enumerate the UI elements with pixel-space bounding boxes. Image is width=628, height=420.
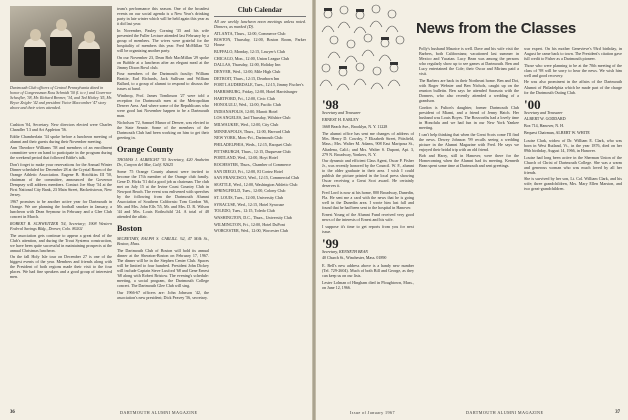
- secretary-address: 1668 Beach Ave., Brooklyn, N. Y. 11228: [322, 123, 388, 129]
- paragraph: Our dynamic and efficient Class Agent, Oscar P. Fisher Jr., was recently honored by the Council. W. F., alumni to the older graduate in their area. I wish I could publish the picture printed in the local press showing Oscar receiving a Great Scot award. He certainly deserves it.: [322, 158, 414, 189]
- section-heading-orange-county: Orange County: [117, 144, 174, 155]
- paragraph: Don't forget to make your reservations for the Annual Winter Dinner scheduled for December 28 at the Crystal Room of the Orange Athletic Association. Eugene B. Hotchkiss III '50, chairman of the committee, announced the Governor Dempsey will address members. Contact Joe Shay '54 at the First National City Bank, 23 Main Street, Hackettstown, New Jersey.: [10, 162, 112, 198]
- calendar-entry: SEATTLE, Wed., 12:00, Washington Athletic Club: [214, 181, 298, 187]
- club-calendar-title: Club Calendar: [214, 6, 306, 17]
- paragraph: Eddie Chamberlain '34 spoke before a luncheon meeting of alumni and their guests during their November meeting.: [10, 133, 112, 144]
- calendar-entry: SPRINGFIELD, Tues., 12:00, Colony Club: [214, 188, 286, 194]
- paragraph: In November, Pauley Corning '35 and his wife presented the Fuller Lecture attended last February by a group of members. The wives were grateful for the hospitality of members this year. Fred McMillan '52 will be organizing another party.: [117, 27, 209, 53]
- paragraph: Lester Lolman of Hingham died in Ploughtown, Mass., on June 12, 1966.: [322, 279, 414, 291]
- right-column-3: [524, 46, 622, 408]
- class-year-99: '99: [322, 235, 339, 251]
- paragraph: Ernest Young of the Alumni Fund received very good news of the interests of Ernest and his wife.: [322, 211, 414, 222]
- calendar-entry: WORCESTER, Wed., 12:00, Worcester Club: [214, 228, 289, 234]
- secretary-name: ERNEST H. EARLEY: [322, 116, 359, 122]
- calendar-entry: LOS ANGELES, 2nd Thursday, Wilshire Club: [214, 115, 291, 121]
- calendar-entry: BUFFALO, Monday, 12:15, Lawyer's Club: [214, 49, 286, 55]
- left-column-1: [10, 122, 112, 408]
- paragraph: Our 1966-67 officers are: John Johnson '42, the association's new president; Dick Peavey '56, secretary.: [117, 289, 209, 300]
- secretary-address: 40 Church St., Winchester, Mass. 01890: [322, 255, 387, 261]
- paragraph: The Barbers are back in their Northeast home. Ben and Dot, with Roger Webster and Ben Nichols, caught up on the reunion bulletin. Ben says he attended Sarasota with the Donners, who also recently attended a wedding of a grandson.: [419, 77, 519, 104]
- calendar-entry: NEW YORK, Mon.-Fri., Dartmouth Club: [214, 135, 283, 141]
- magazine-footer: DARTMOUTH ALUMNI MAGAZINE: [120, 410, 198, 415]
- paragraph: She is survived by her son, Lt. Col. William Clark, and his wife; three grandchildren, Mrs. Mary Ellen Marston, and two great-grandchildren.: [524, 176, 622, 192]
- calendar-entry: SYRACUSE, Wed., 12:15, Hotel Syracuse: [214, 201, 285, 207]
- paragraph: Bob and Harry, still in Hanover, were there for the Homecoming when the Alumni had its meeting. Kenneth Bean spent some time at Dartmouth and sent greetings.: [419, 153, 519, 169]
- bequest-chairman: Bequest Chairman, ALBERT W. WHITE: [524, 130, 590, 135]
- calendar-entry: BOSTON, Thursday, 12:00, Boston Room, Parker House: [214, 37, 306, 48]
- paragraph: Louise Clark, widow of Dr. William E. Clark, who was born in West Rutland, Vt., in the year 1876, died on her 89th birthday, August 14, 1966, in Hanover.: [524, 137, 622, 153]
- calendar-entry: SAN FRANCISCO, Wed., 12:15, Commercial Club: [214, 175, 300, 181]
- paragraph: Some 75 Orange County alumni were invited to become the 17th member of the Orange club family. Gene D. Hicks '51 did a good job as chairman. The club met on July 15 at the Irvine Coast Country Club in Newport Beach. The event was enlivened with speeches by the following from the Dartmouth Alumni Association of Southern California: Tom Gordon '66, Mr. and Mrs. John Ells '55, Mr. and Mrs. D. R. Wilson '44 and Mrs. Louis Rothschild '24. A total of 48 attended the affair.: [117, 168, 209, 220]
- secretary-name: ALBERT W. GODDARD: [524, 116, 566, 122]
- section-title: News from the Classes: [416, 20, 577, 37]
- secretary-signature: THOMAS J. ALBRIGHT '53 Secretary, 420 Anaheim Dr., Canyon del Mar, Calif. 92625: [117, 157, 209, 168]
- paragraph: The Dartmouth Club of Boston will hold its annual dinner at the Sheraton-Boston on February 17, 1967. The dinner will be in the Stephen Center Club. Spaces will be limited to four hundred. President John Dickey will include Captain Steve Luxford '68 and Gene Ernest '68 along with Robert Bristow. The evening's schedule: meeting, a social program, the Dartmouth College concert. The Dartmouth Glee Club will sing.: [117, 247, 209, 289]
- class-byline: Secretary and Treasurer: [322, 110, 361, 115]
- paragraph: I can't help thinking that when the Great Scots come I'll find the news. Dewey Johnson '99 recalls seeing a wedding picture in the Alumni Magazine with Fred. He says we enjoyed their bridal trip with an old friend.: [419, 131, 519, 152]
- paragraph: team's performance this season. One of the broadest events on our social agenda is a New Year's drinking party in late winter which will be held again this year as it did last year.: [117, 6, 209, 27]
- paragraph: Four members of the Dartmouth faculty: William Beattie, Earl Richards, Jack Sullivan and William Ballard, to a group of alumni to respond to discuss the issues at hand.: [117, 71, 209, 92]
- paragraph: The alumni office has sent me changes of address of Mrs. Henry D. Cowdry, 7 Elizabeth Street, Pittsfield, Mass.; Mrs. Walter M. Adams, 908 East Mariposa St., Altadena, Calif.; and Mrs. Walter S. Dupont, Apt. 3, 279 N. Broadway, Yonkers, N. Y.: [322, 131, 414, 157]
- calendar-entry: PHILADELPHIA, Weds., 12:15, Racquet Club: [214, 141, 292, 147]
- calendar-entry: ST. LOUIS, Tues., 12:00, University Club: [214, 195, 284, 201]
- paragraph: He was also prominent in the affairs of the Dartmouth Alumni of Philadelphia which he made part of the charge for the Dartmouth Outing Club.: [524, 79, 622, 95]
- paragraph: Ann Theodore Williams '58 and members of an enrollment committee were on hand to participate in the program during the weekend period that followed Eddie's talk.: [10, 145, 112, 161]
- paragraph: On the fall Holy Isle tour on December 27 is one of the biggest events of the year. Members and friends along with the President of both regions made their visit to the four places. We had fine speakers and a good group of interested men.: [10, 254, 112, 280]
- paragraph: Gordon is Fulton's daughter, former Dartmouth Club president of Miami, and a friend of Jenny Hatch. Her husband was Louis Boyes. The Bosworths had a lovely time in Honolulu and we had fun in our New York Yankee meeting.: [419, 104, 519, 130]
- paragraph: war expert. On his mother Genevieve's 93rd birthday, in August he came back to town. The President's citation gave full credit to Fisher as a Dartmouth pioneer.: [524, 46, 622, 62]
- calendar-entry: DENVER, Wed., 12:00, Mile High Club: [214, 68, 281, 74]
- paragraph: Those who were planning to be at the 70th meeting of the class of '98 will be sorry to hear the news. We wish him well and good recovery.: [524, 62, 622, 78]
- calendar-entry: SAN DIEGO, Fri., 12:00, El Cortez Hotel: [214, 168, 283, 174]
- secretary-signature: SECRETARY, RALPH S. CARLILL '62, 47 Milk St., Boston, Mass.: [117, 236, 209, 247]
- calendar-entry: HARRISBURG, Friday, 12:00, Hotel Harrisburger: [214, 88, 298, 94]
- calendar-entry: WASHINGTON, D.C., Thurs., University Club: [214, 215, 292, 221]
- calendar-entry: ROCHESTER, Thurs., Chamber of Commerce: [214, 161, 291, 167]
- paragraph: On our November 23, Dean Bob MacMillan '29 spoke on Bubble at a luncheon after an elegant meal at the Jimmy Dixon Bowl club.: [117, 54, 209, 70]
- right-column-2: [419, 46, 519, 408]
- paragraph: The association gets continue to appear a great deal of the Club's attention, and during the Trout Systems construction, we have been quite successful in maintaining prospects at the annual Christmas luncheon.: [10, 232, 112, 253]
- calendar-entry: ATLANTA, Thurs., 12:00, Commerce Club: [214, 30, 286, 36]
- calendar-entry: TOLEDO, Tues., 12:15, Toledo Club: [214, 208, 275, 214]
- issue-footer: Issue of January 1967: [350, 410, 396, 415]
- page-number: 36: [10, 410, 15, 415]
- club-officers-photo: [10, 6, 112, 82]
- calendar-intro: All are weekly luncheon noon meetings unless noted. Dinners, as marked (D).: [214, 19, 306, 30]
- section-heading-boston: Boston: [117, 223, 143, 234]
- class-byline: Secretary, KENNETH BEAN: [322, 248, 368, 254]
- calendar-entry: HARTFORD, Fri., 12:00, Civic Club: [214, 95, 275, 101]
- left-page: [0, 0, 312, 420]
- paragraph: Louise had long been active in the Sherman Union of the Church of Christ of Dartmouth College. She was a warm and generous woman who was much loved by all her friends.: [524, 154, 622, 175]
- person-figure: [78, 40, 100, 78]
- paragraph: Fred Lord is now at his home, 800 Broadway, Dunedin, Fla. He sent me a card with the news that he is going well in the Dunedin area. I wrote him last fall and found that he had been sent to the hospital in Hanover.: [322, 190, 414, 211]
- calendar-entry: DETROIT, Thurs., 12:15, Dearborn Inn: [214, 75, 280, 81]
- page-number: 37: [615, 410, 620, 415]
- class-year-00: '00: [524, 96, 541, 112]
- calendar-list: [214, 31, 306, 234]
- left-column-2: [117, 6, 209, 408]
- class-byline: Secretary and Treasurer: [524, 109, 563, 115]
- calendar-entry: PORTLAND, Wed., 12:00, Hoyt Hotel: [214, 155, 278, 161]
- secretary-signature: ROBERT B. SCHWEITZER '54, Secretary; 1908 Western Federal Savings Bldg., Denver, Colo. 80202: [10, 220, 112, 231]
- calendar-entry: FORT LAUDERDALE, Tues., 12:15, Jimmy Fischer's: [214, 82, 304, 88]
- calendar-entry: PITTSBURGH, Thurs., 12:15, Duquesne Club: [214, 148, 291, 154]
- paragraph: Polly's husband Maurice is well. Dave and his wife visit the Barbers, both Californians; vacationed last summer in Mexico and Yucatan. Lucy Bean was among the persons who regularly show up to see games at Dartmouth. Ben and Lucy entertained the Cole; their Oscar and Miriam paid a visit.: [419, 46, 519, 77]
- class-98-column: [322, 98, 414, 408]
- calendar-entry: DALLAS, Thursday, 12:00, Holiday Inn: [214, 62, 281, 68]
- paragraph: E. Bell's new address above is a handy new number (Tel. 729-2604). Much of both Bill and George, as they can keep us on our lists.: [322, 263, 414, 279]
- right-page: [316, 0, 628, 420]
- calendar-entry: MINNEAPOLIS, Thurs., 12:00, Harvard Club: [214, 128, 291, 134]
- paragraph: I suppose it's time to get reports from you for next issue.: [322, 223, 414, 234]
- club-calendar-column: [214, 6, 306, 408]
- class-year-98: '98: [322, 98, 339, 112]
- calendar-entry: WILMINGTON, Fri., 12:00, Hotel DuPont: [214, 221, 285, 227]
- calendar-entry: INDIANAPOLIS, 12:00, Marott Hotel: [214, 108, 278, 114]
- paragraph: 1967 promises to be another active year for Dartmouth in Orange. We are planning the football smoker in January, a luncheon with Dean Seymour in February and a Glee Club concert in March.: [10, 199, 112, 220]
- person-figure: [50, 28, 72, 66]
- magazine-footer: DARTMOUTH ALUMNI MAGAZINE: [466, 410, 544, 415]
- secretary-address: Box 714, Hanover, N. H.: [524, 123, 565, 129]
- crowd-illustration: [316, 0, 408, 96]
- calendar-entry: HONOLULU, Wed., 12:00, Pacific Club: [214, 102, 281, 108]
- paragraph: Cushion '04, Secretary. New directors elected were Charles Chandler '13 and Art Appleton '56.: [10, 122, 112, 133]
- calendar-entry: MILWAUKEE, Wed., 12:00, City Club: [214, 122, 279, 128]
- person-figure: [24, 38, 46, 76]
- paragraph: Nicholson '72, Samuel Manor of Denver, was elected to the State Senate. Some of the members of the Dartmouth Club had been working on him to get their greeting in.: [117, 119, 209, 141]
- photo-caption: Dartmouth Club officers of Central Pennsylvania dined in honor of Congressman Ross Schmidt '50 (l. to r.) and Governor Scheufler, '38, Mr. Richard Bremer, '34, and Ted Hickey '45, Mr. Bryce Zeigler '42 and president Victor Maccomber '47 story above and their wives attended.: [10, 86, 112, 110]
- paragraph: Winthrop, Prof. James Tomlinson '27 were told a reception for Dartmouth men at the Metropolitan Denver Area. And where some of the Republicans who were good last November happen to be a Dartmouth man.: [117, 93, 209, 119]
- calendar-entry: CHICAGO, Mon., 12:00, Union League Club: [214, 55, 290, 61]
